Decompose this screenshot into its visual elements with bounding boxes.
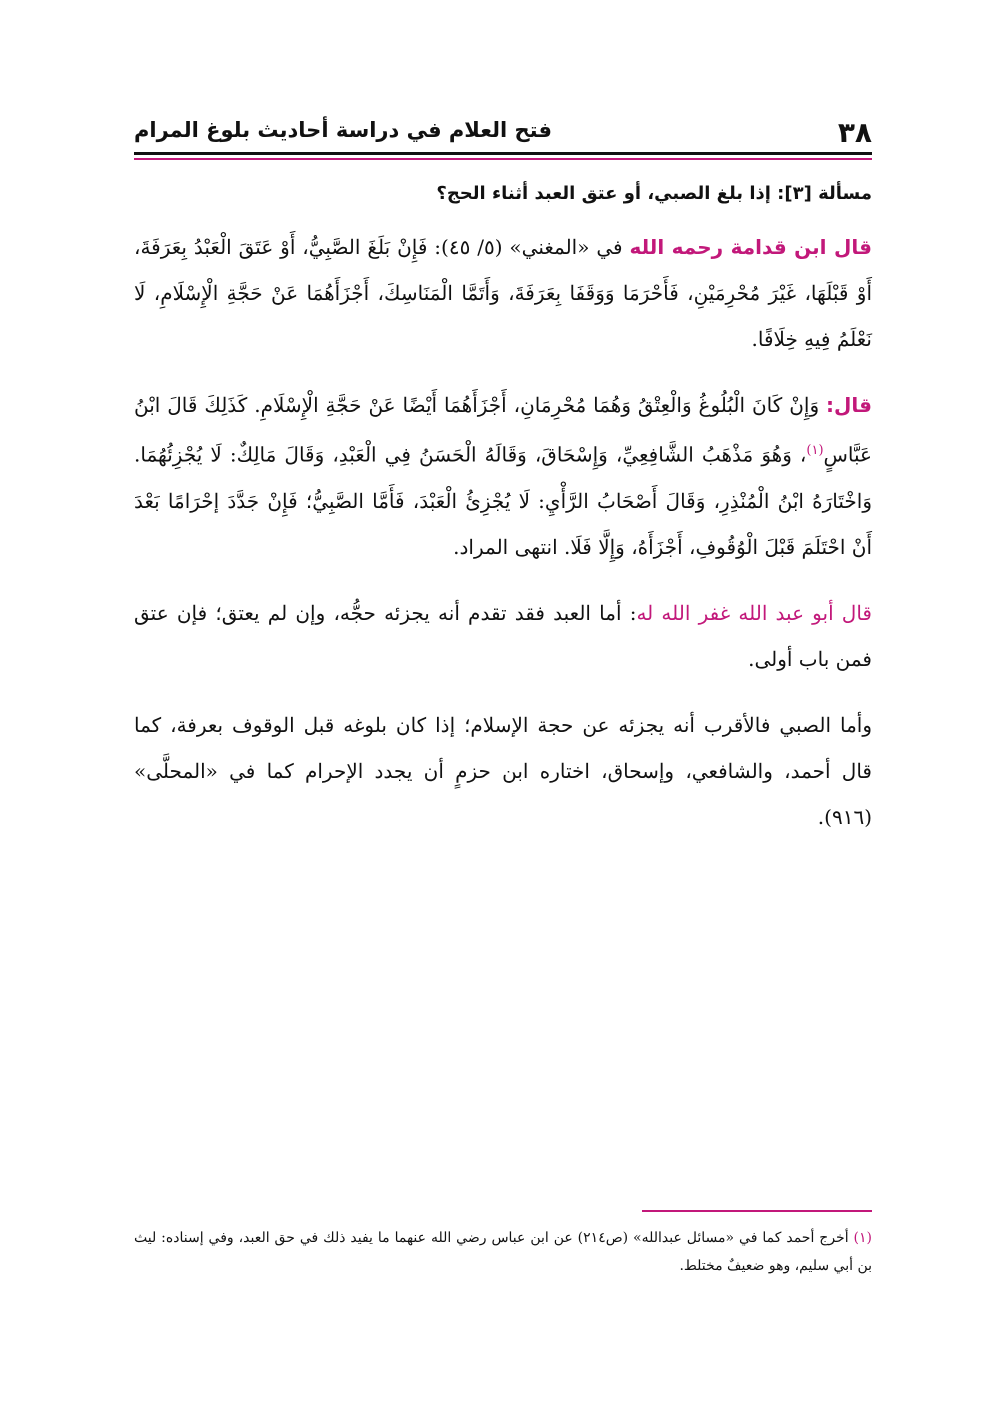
page-header xyxy=(134,114,872,154)
paragraph-2-text-a: وَإِنْ كَانَ الْبُلُوغُ وَالْعِتْقُ وَهُمَا مُحْرِمَانِ، أَجْزَأَهُمَا أَيْضًا عَنْ حَجَّةِ الْإِسْلَامِ. كَذَلِكَ قَالَ ابْنُ عَبَّاسٍ xyxy=(134,393,872,467)
book-title: فتح العلام في دراسة أحاديث بلوغ المرام xyxy=(134,118,552,142)
paragraph-3-text: : أما العبد فقد تقدم أنه يجزئه حجُّه، وإن لم يعتق؛ فإن عتق فمن باب أولى. xyxy=(134,600,872,671)
paragraph-3 xyxy=(134,590,872,682)
paragraph-2-text-b: ، وَهُوَ مَذْهَبُ الشَّافِعِيِّ، وَإِسْحَاقَ، وَقَالَهُ الْحَسَنُ فِي الْعَبْدِ، وَقَالَ مَالِكٌ: لَا يُجْزِئُهُمَا. وَاخْتَارَهُ ابْنُ الْمُنْذِرِ، وَقَالَ أَصْحَابُ الرَّأْيِ: لَا يُجْزِئُ الْعَبْدَ، فَأَمَّا الصَّبِيُّ؛ فَإِنْ جَدَّدَ إحْرَامًا بَعْدَ أَنْ احْتَلَمَ قَبْلَ الْوُقُوفِ، أَجْزَأَهُ، وَإِلَّا فَلَا. انتهى المراد. xyxy=(134,442,872,559)
paragraph-3-lead: قال أبو عبد الله غفر الله له xyxy=(636,600,872,625)
header-rule-thin xyxy=(134,158,872,160)
paragraph-4 xyxy=(134,702,872,840)
footnote-text: أخرج أحمد كما في «مسائل عبدالله» (ص٢١٤) عن ابن عباس رضي الله عنهما ما يفيد ذلك في حق العبد، وفي إسناده: ليث بن أبي سليم، وهو ضعيفٌ مختلط. xyxy=(134,1230,872,1274)
paragraph-1-lead: قال ابن قدامة رحمه الله xyxy=(629,235,872,259)
paragraph-1 xyxy=(134,224,872,362)
section-heading: مسألة [٣]: إذا بلغ الصبي، أو عتق العبد أثناء الحج؟ xyxy=(436,183,872,204)
footnote-reference[interactable]: (١) xyxy=(806,443,824,458)
footnote-rule xyxy=(642,1210,872,1212)
paragraph-2 xyxy=(134,382,872,570)
header-rule-thick xyxy=(134,152,872,155)
footnote-marker: (١) xyxy=(853,1230,873,1246)
paragraph-2-lead: قال: xyxy=(826,393,872,417)
page-number: ٣٨ xyxy=(837,116,872,149)
paragraph-1-text: في «المغني» (٥/ ٤٥): فَإِنْ بَلَغَ الصَّبِيُّ، أَوْ عَتَقَ الْعَبْدُ بِعَرَفَةَ، أَوْ قَبْلَهَا، غَيْرَ مُحْرِمَيْنِ، فَأَحْرَمَا وَوَقَفَا بِعَرَفَةَ، وَأَتَمَّا الْمَنَاسِكَ، أَجْزَأَهُمَا عَنْ حَجَّةِ الْإِسْلَامِ، لَا نَعْلَمُ فِيهِ خِلَافًا. xyxy=(134,235,872,351)
footnote xyxy=(134,1224,872,1280)
main-content xyxy=(134,172,872,860)
paragraph-4-text: وأما الصبي فالأقرب أنه يجزئه عن حجة الإسلام؛ إذا كان بلوغه قبل الوقوف بعرفة، كما قال أحمد، والشافعي، وإسحاق، اختاره ابن حزمٍ أن يجدد الإحرام كما في «المحلَّى» (٩١٦). xyxy=(134,712,872,829)
